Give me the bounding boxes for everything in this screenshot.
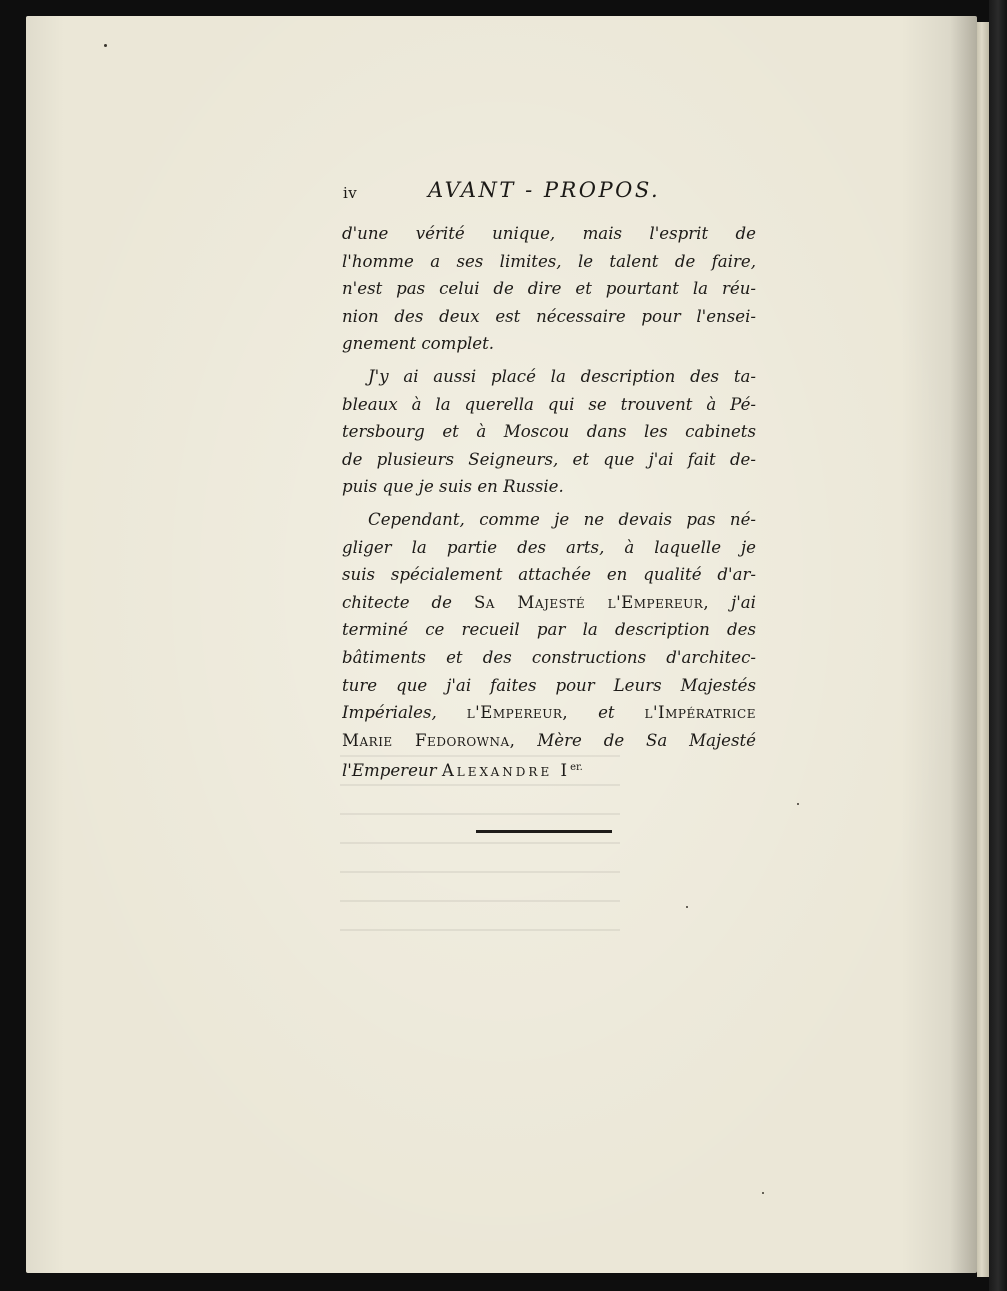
next-page-edge <box>977 22 989 1277</box>
running-header <box>343 178 763 208</box>
closing-rule <box>476 830 612 833</box>
text-line: gnement complet. <box>342 334 495 354</box>
text-line: Cependant, comme je ne devais pas né- <box>368 509 756 529</box>
text-fragment: l'Empereur <box>342 761 437 781</box>
text-fragment: Impériales, <box>342 703 437 723</box>
text-line: tersbourg et à Moscou dans les cabinets <box>342 422 756 442</box>
paper-speck <box>686 906 688 908</box>
text-fragment: et <box>598 703 615 723</box>
text-line: bâtiments et des constructions d'architec- <box>342 647 756 667</box>
paper-speck <box>762 1192 764 1194</box>
text-line <box>342 699 756 727</box>
text-line: d'une vérité unique, mais l'esprit de <box>342 224 756 243</box>
text-line <box>342 589 756 617</box>
text-line: ture que j'ai faites pour Leurs Majestés <box>342 675 756 695</box>
text-fragment: j'ai <box>731 592 756 612</box>
text-line: puis que je suis en Russie. <box>342 477 564 497</box>
text-line <box>342 727 756 755</box>
text-fragment: Mère de Sa Majesté <box>537 730 756 750</box>
small-caps-name: Marie Fedorowna, <box>342 730 516 750</box>
superscript: er. <box>570 762 583 774</box>
text-line <box>342 754 756 782</box>
gutter-shadow <box>950 16 977 1273</box>
page-number: iv <box>343 184 358 202</box>
show-through-text <box>340 755 620 945</box>
small-caps-name: Sa Majesté l'Empereur, <box>473 592 710 612</box>
text-line: J'y ai aussi placé la description des ta- <box>368 366 756 386</box>
small-caps-name: l'Impératrice <box>644 703 756 723</box>
text-line: de plusieurs Seigneurs, et que j'ai fait de- <box>342 449 756 469</box>
small-caps-name: l'Empereur, <box>466 703 569 723</box>
binding-edge <box>989 0 1007 1291</box>
paper-speck <box>104 44 107 47</box>
paper-speck <box>797 803 799 805</box>
text-fragment: chitecte de <box>342 592 452 612</box>
text-line: suis spécialement attachée en qualité d'ar- <box>342 565 756 585</box>
text-line: nion des deux est nécessaire pour l'ensei- <box>342 306 756 326</box>
text-line: n'est pas celui de dire et pourtant la réu- <box>342 279 756 299</box>
text-line: terminé ce recueil par la description des <box>342 620 756 640</box>
text-line: gliger la partie des arts, à laquelle je <box>342 537 756 557</box>
running-title: AVANT - PROPOS. <box>428 178 661 202</box>
text-line: bleaux à la querella qui se trouvent à Pé- <box>342 394 756 414</box>
body-text <box>342 220 756 782</box>
small-caps-name: Alexandre I <box>441 761 571 781</box>
text-line: l'homme a ses limites, le talent de faire, <box>342 251 756 271</box>
